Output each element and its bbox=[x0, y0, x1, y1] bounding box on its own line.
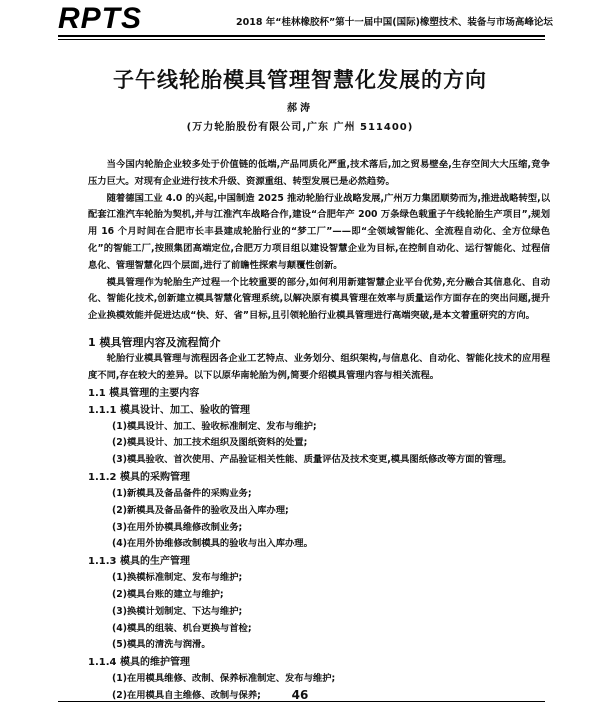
running-header bbox=[0, 0, 600, 36]
subsubsection-heading: 1.1.4 模具的维护管理 bbox=[88, 657, 190, 669]
page-number: 46 bbox=[291, 688, 309, 702]
conference-name: 2018 年“桂林橡胶杯”第十一届中国(国际)橡塑技术、装备与市场高峰论坛 bbox=[236, 17, 553, 28]
article-title: 子午线轮胎模具管理智慧化发展的方向 bbox=[113, 68, 487, 92]
header-rule-thick bbox=[58, 35, 545, 37]
header-rule-thin bbox=[58, 39, 545, 40]
list-item: (2)新模具及备品备件的验收及出入库办理; bbox=[112, 504, 289, 516]
footer-rule bbox=[58, 701, 545, 702]
list-item: (1)在用模具维修、改制、保养标准制定、发布与维护; bbox=[112, 673, 336, 685]
list-item: (3)模具验收、首次使用、产品验证相关性能、质量评估及技术变更,模具图纸修改等方面的管理。 bbox=[112, 454, 512, 466]
list-item: (3)换模计划制定、下达与维护; bbox=[112, 605, 243, 617]
paragraph: 轮胎行业模具管理与流程因各企业工艺特点、业务划分、组织架构,与信息化、自动化、智能化技术的应用程度不同,存在较大的差异。以下以原华南轮胎为例,简要介绍模具管理内容与相关流程。 bbox=[88, 352, 550, 381]
article-body bbox=[88, 157, 550, 705]
list-item: (4)在用外协维修改制模具的验收与出入库办理。 bbox=[112, 538, 313, 550]
paragraph: 随着德国工业 4.0 的兴起,中国制造 2025 推动轮胎行业战略发展,广州万力集团顺势而为,推进战略转型,以配套江淮汽车轮胎为契机,并与江淮汽车战略合作,建设“合肥年产 200 万条绿色载重子午线轮胎生产项目”,规划用 16 个月时间在合肥市长丰县建成轮胎行业的“梦工厂”——即“全领域智能化、全流程自动化、全方位绿色化”的智能工厂,按照集团高端定位,合肥万力项目组以建设智慧企业为目标,在控制自动化、运行智能化、过程信息化、管理智慧化四个层面,进行了前瞻性探索与颠覆性创新。 bbox=[88, 192, 550, 271]
list-item: (2)模具设计、加工技术组织及图纸资料的处置; bbox=[112, 437, 308, 449]
list-item: (1)模具设计、加工、验收标准制定、发布与维护; bbox=[112, 420, 317, 432]
subsubsection-heading: 1.1.2 模具的采购管理 bbox=[88, 471, 190, 483]
list-item: (1)换模标准制定、发布与维护; bbox=[112, 572, 243, 584]
author-affiliation: (万力轮胎股份有限公司,广东 广州 511400) bbox=[186, 122, 414, 133]
list-item: (4)模具的组装、机台更换与首检; bbox=[112, 622, 252, 634]
list-item: (1)新模具及备品备件的采购业务; bbox=[112, 487, 252, 499]
list-item: (5)模具的清洗与润滑。 bbox=[112, 639, 211, 651]
list-item: (2)在用模具自主维修、改制与保养; bbox=[112, 689, 261, 701]
section-heading: 1 模具管理内容及流程简介 bbox=[88, 335, 221, 349]
journal-logo: RPTS bbox=[58, 2, 143, 35]
subsubsection-heading: 1.1.3 模具的生产管理 bbox=[88, 556, 190, 568]
author-name: 郝涛 bbox=[287, 103, 313, 114]
paragraph: 模具管理作为轮胎生产过程一个比较重要的部分,如何利用新建智慧企业平台优势,充分融合其信息化、自动化、智能化技术,创新建立模具智慧化管理系统,以解决原有模具管理在效率与质量运作方面存在的突出问题,提升企业换模效能并促进达成“快、好、省”目标,且引领轮胎行业模具管理进行高端突破,是本文着重研究的方向。 bbox=[88, 276, 550, 322]
paragraph: 当今国内轮胎企业较多处于价值链的低端,产品同质化严重,技术落后,加之贸易壁垒,生存空间大大压缩,竞争压力巨大。对现有企业进行技术升级、资源重组、转型发展已是必然趋势。 bbox=[88, 159, 550, 187]
subsection-heading: 1.1 模具管理的主要内容 bbox=[88, 387, 200, 399]
list-item: (2)模具台账的建立与维护; bbox=[112, 588, 224, 600]
subsubsection-heading: 1.1.1 模具设计、加工、验收的管理 bbox=[88, 404, 250, 416]
list-item: (3)在用外协模具维修改制业务; bbox=[112, 521, 243, 533]
